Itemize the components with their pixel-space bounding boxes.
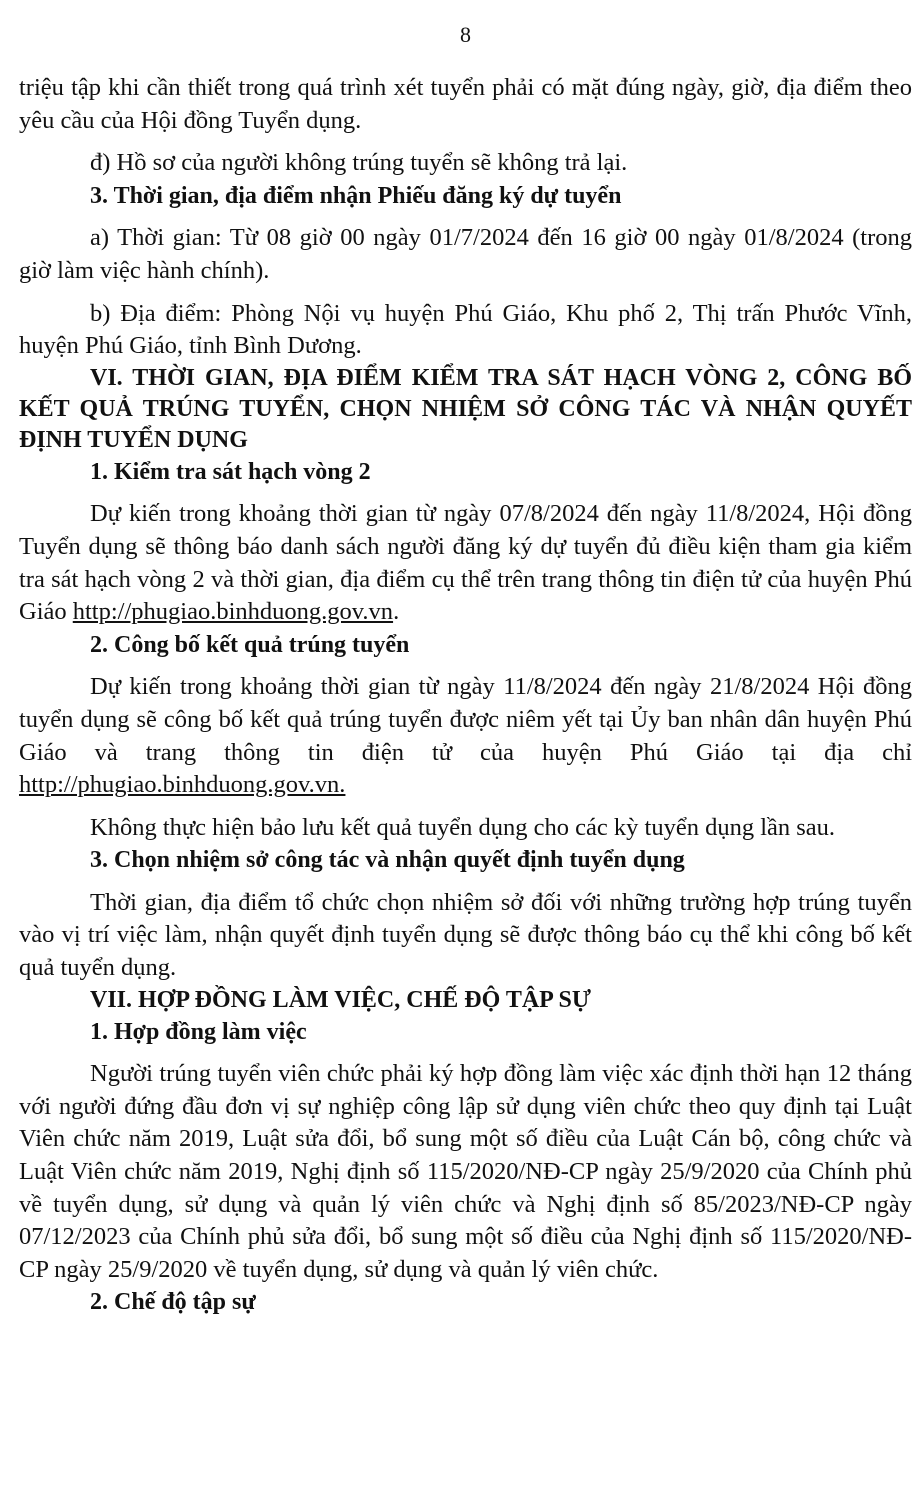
heading-section-vi: VI. THỜI GIAN, ĐỊA ĐIỂM KIỂM TRA SÁT HẠCH VÒNG 2, CÔNG BỐ KẾT QUẢ TRÚNG TUYỂN, CHỌN NHIỆM SỞ CÔNG TÁC VÀ NHẬN QUYẾT ĐỊNH TUYỂN DỤNG <box>19 364 912 453</box>
paragraph-a-time: a) Thời gian: Từ 08 giờ 00 ngày 01/7/2024 đến 16 giờ 00 ngày 01/8/2024 (trong giờ làm việc hành chính). <box>19 224 912 284</box>
paragraph-continuation: triệu tập khi cần thiết trong quá trình xét tuyển phải có mặt đúng ngày, giờ, địa điểm theo yêu cầu của Hội đồng Tuyển dụng. <box>19 74 912 134</box>
paragraph-vi-3-body: Thời gian, địa điểm tổ chức chọn nhiệm sở đối với những trường hợp trúng tuyển vào vị trí việc làm, nhận quyết định tuyển dụng sẽ được thông báo cụ thể khi công bố kết quả tuyển dụng. <box>19 888 912 982</box>
paragraph-vi-1-text: Dự kiến trong khoảng thời gian từ ngày 07/8/2024 đến ngày 11/8/2024, Hội đồng Tuyển dụng sẽ thông báo danh sách người đăng ký dự tuyển đủ điều kiện tham gia kiểm tra sát hạch vòng 2 và thời gian, địa điểm cụ thể trên trang thông tin điện tử của huyện Phú Giáo <box>19 500 912 626</box>
paragraph-vi-2-body <box>19 671 912 801</box>
paragraph-vi-2-text: Dự kiến trong khoảng thời gian từ ngày 11/8/2024 đến ngày 21/8/2024 Hội đồng tuyển dụng sẽ công bố kết quả trúng tuyển được niêm yết tại Ủy ban nhân dân huyện Phú Giáo và trang thông tin điện tử của huyện Phú Giáo tại địa chỉ <box>19 673 912 766</box>
website-link[interactable]: http://phugiao.binhduong.gov.vn <box>72 598 394 626</box>
heading-vii-2-probation: 2. Chế độ tập sự <box>90 1289 256 1316</box>
paragraph-vi-1-body <box>19 498 912 628</box>
paragraph-no-reservation: Không thực hiện bảo lưu kết quả tuyển dụng cho các kỳ tuyển dụng lần sau. <box>90 813 836 841</box>
page-number: 8 <box>460 22 471 47</box>
heading-vi-3-assignment: 3. Chọn nhiệm sở công tác và nhận quyết định tuyển dụng <box>90 847 685 874</box>
heading-vii-1-contract: 1. Hợp đồng làm việc <box>90 1018 307 1045</box>
heading-vi-2-results: 2. Công bố kết quả trúng tuyển <box>90 631 410 658</box>
document-page <box>19 0 912 1319</box>
paragraph-b-location: b) Địa điểm: Phòng Nội vụ huyện Phú Giáo, Khu phố 2, Thị trấn Phước Vĩnh, huyện Phú Giáo, tỉnh Bình Dương. <box>19 299 912 360</box>
website-link-2[interactable]: http://phugiao.binhduong.gov.vn. <box>19 771 346 799</box>
heading-section-vii: VII. HỢP ĐỒNG LÀM VIỆC, CHẾ ĐỘ TẬP SỰ <box>90 986 591 1013</box>
heading-section-3-registration-time: 3. Thời gian, địa điểm nhận Phiếu đăng ký dự tuyển <box>90 182 622 209</box>
heading-vi-1-exam: 1. Kiểm tra sát hạch vòng 2 <box>90 458 371 485</box>
paragraph-vi-1-after: . <box>393 598 400 626</box>
paragraph-vii-1-body: Người trúng tuyển viên chức phải ký hợp đồng làm việc xác định thời hạn 12 tháng với người đứng đầu đơn vị sự nghiệp công lập sử dụng viên chức theo quy định tại Luật Viên chức năm 2019, Luật sửa đổi, bổ sung một số điều của Luật Cán bộ, công chức và Luật Viên chức năm 2019, Nghị định số 115/2020/NĐ-CP ngày 25/9/2020 của Chính phủ về tuyển dụng, sử dụng và quản lý viên chức và Nghị định số 85/2023/NĐ-CP ngày 07/12/2023 của Chính phủ sửa đổi, bổ sung một số điều của Nghị định số 115/2020/NĐ-CP ngày 25/9/2020 về tuyển dụng, sử dụng và quản lý viên chức. <box>19 1060 912 1283</box>
paragraph-d: đ) Hồ sơ của người không trúng tuyển sẽ không trả lại. <box>90 149 628 177</box>
